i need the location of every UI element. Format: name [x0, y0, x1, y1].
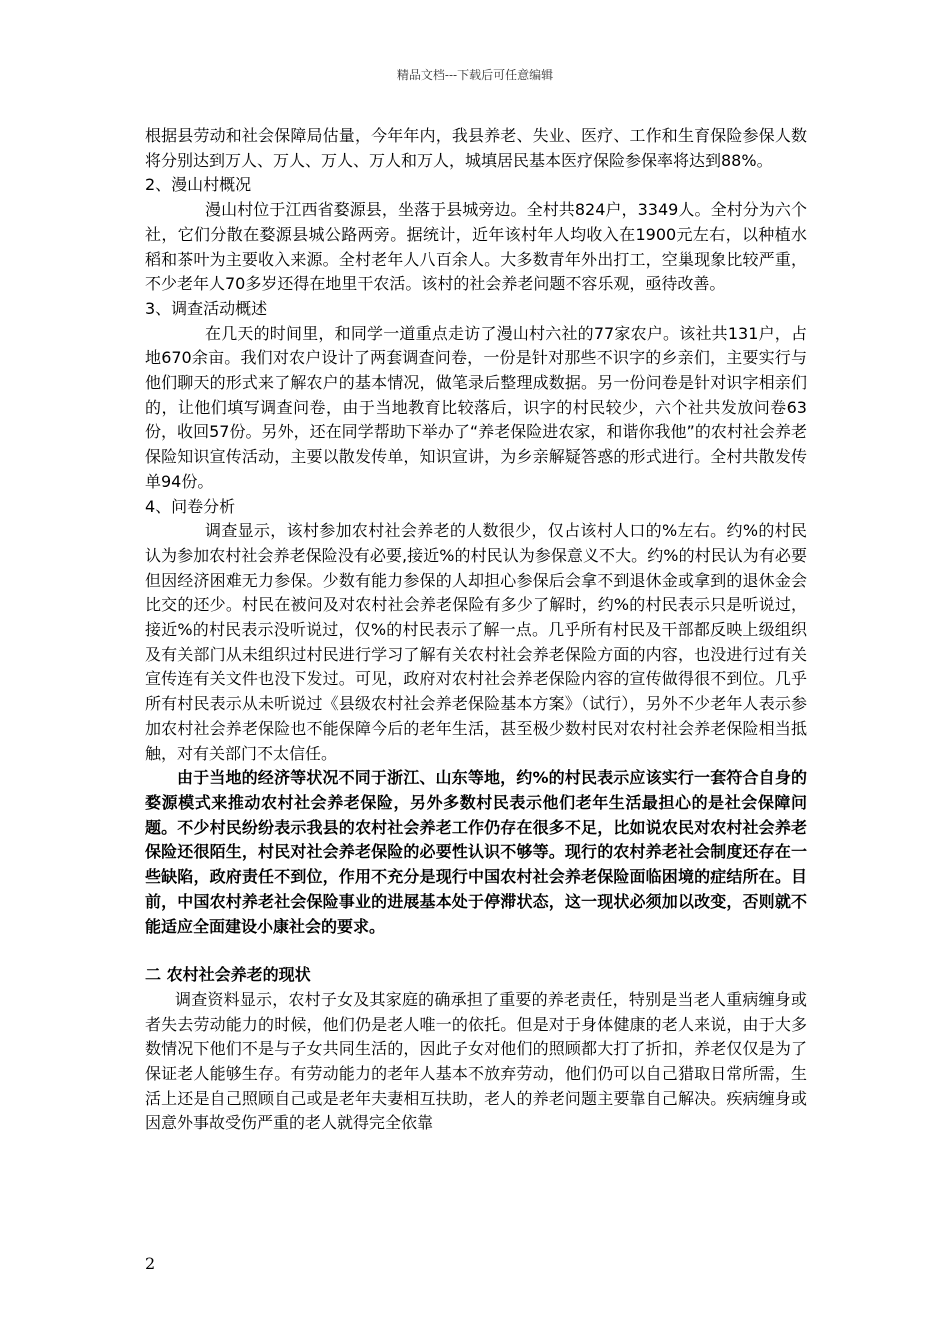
paragraph-conclusion: 由于当地的经济等状况不同于浙江、山东等地，约%的村民表示应该实行一套符合自身的婺源模式来推动农村社会养老保险，另外多数村民表示他们老年生活最担心的是社会保障问题。不少村民纷纷表示我县的农村社会养老工作仍存在很多不足，比如说农民对农村社会养老保险还很陌生，村民对社会养老保险的必要性认识不够等。现行的农村养老社会制度还存在一些缺陷，政府责任不到位，作用不充分是现行中国农村社会养老保险面临困境的症结所在。目前，中国农村养老社会保险事业的进展基本处于停滞状态，这一现状必须加以改变，否则就不能适应全面建设小康社会的要求。: [145, 768, 807, 936]
paragraph-survey-overview: 在几天的时间里，和同学一道重点走访了漫山村六社的77家农户。该社共131户，占地670余亩。我们对农户设计了两套调查问卷，一份是针对那些不识字的乡亲们，主要实行与他们聊天的形式来了解农户的基本情况，做笔录后整理成数据。另一份问卷是针对识字相亲们的，让他们填写调查问卷，由于当地教育比较落后，识字的村民较少，六个社共发放问卷63份，收回57份。另外，还在同学帮助下举办了“养老保险进农家，和谐你我他”的农村社会养老保险知识宣传活动，主要以散发传单，知识宣讲，为乡亲解疑答惑的形式进行。全村共散发传单94份。: [145, 323, 807, 491]
page-header: 精品文档---下载后可任意编辑: [396, 68, 554, 82]
section-title-current-status: 二 农村社会养老的现状: [145, 965, 311, 985]
page-number: 2: [145, 1254, 156, 1273]
paragraph-village-overview: 漫山村位于江西省婺源县，坐落于县城旁边。全村共824户，3349人。全村分为六个社，它们分散在婺源县城公路两旁。据统计，近年该村年人均收入在1900元左右，以种植水稻和茶叶为主要收入来源。全村老年人八百余人。大多数青年外出打工，空巢现象比较严重，不少老年人70多岁还得在地里干农活。该村的社会养老问题不容乐观，亟待改善。: [145, 200, 807, 294]
document-body: [145, 124, 807, 1136]
heading-survey-overview: 3、调查活动概述: [145, 298, 268, 318]
heading-questionnaire-analysis: 4、问卷分析: [145, 496, 236, 516]
paragraph-questionnaire-analysis: 调查显示，该村参加农村社会养老的人数很少，仅占该村人口的%左右。约%的村民认为参加农村社会养老保险没有必要,接近%的村民认为参保意义不大。约%的村民认为有必要但因经济困难无力参保。少数有能力参保的人却担心参保后会拿不到退休金或拿到的退休金会比交的还少。村民在被问及对农村社会养老保险有多少了解时，约%的村民表示只是听说过，接近%的村民表示没听说过，仅%的村民表示了解一点。几乎所有村民及干部都反映上级组织及有关部门从未组织过村民进行学习了解有关农村社会养老保险方面的内容，也没进行过有关宣传连有关文件也没下发过。可见，政府对农村社会养老保险内容的宣传做得很不到位。几乎所有村民表示从未听说过《县级农村社会养老保险基本方案》（试行），另外不少老年人表示参加农村社会养老保险也不能保障今后的老年生活，甚至极少数村民对农村社会养老保险相当抵触，对有关部门不太信任。: [145, 521, 807, 763]
heading-village-overview: 2、漫山村概况: [145, 175, 252, 195]
spacer: [145, 939, 807, 963]
paragraph-social-security: 根据县劳动和社会保障局估量，今年年内，我县养老、失业、医疗、工作和生育保险参保人数将分别达到万人、万人、万人、万人和万人，城填居民基本医疗保险参保率将达到88%。: [145, 126, 807, 170]
paragraph-current-status: 调查资料显示，农村子女及其家庭的确承担了重要的养老责任，特别是当老人重病缠身或者失去劳动能力的时候，他们仍是老人唯一的依托。但是对于身体健康的老人来说，由于大多数情况下他们不是与子女共同生活的，因此子女对他们的照顾都大打了折扣，养老仅仅是为了保证老人能够生存。有劳动能力的老年人基本不放弃劳动，他们仍可以自己猎取日常所需，生活上还是自己照顾自己或是老年夫妻相互扶助，老人的养老问题主要靠自己解决。疾病缠身或因意外事故受伤严重的老人就得完全依靠: [145, 989, 807, 1133]
